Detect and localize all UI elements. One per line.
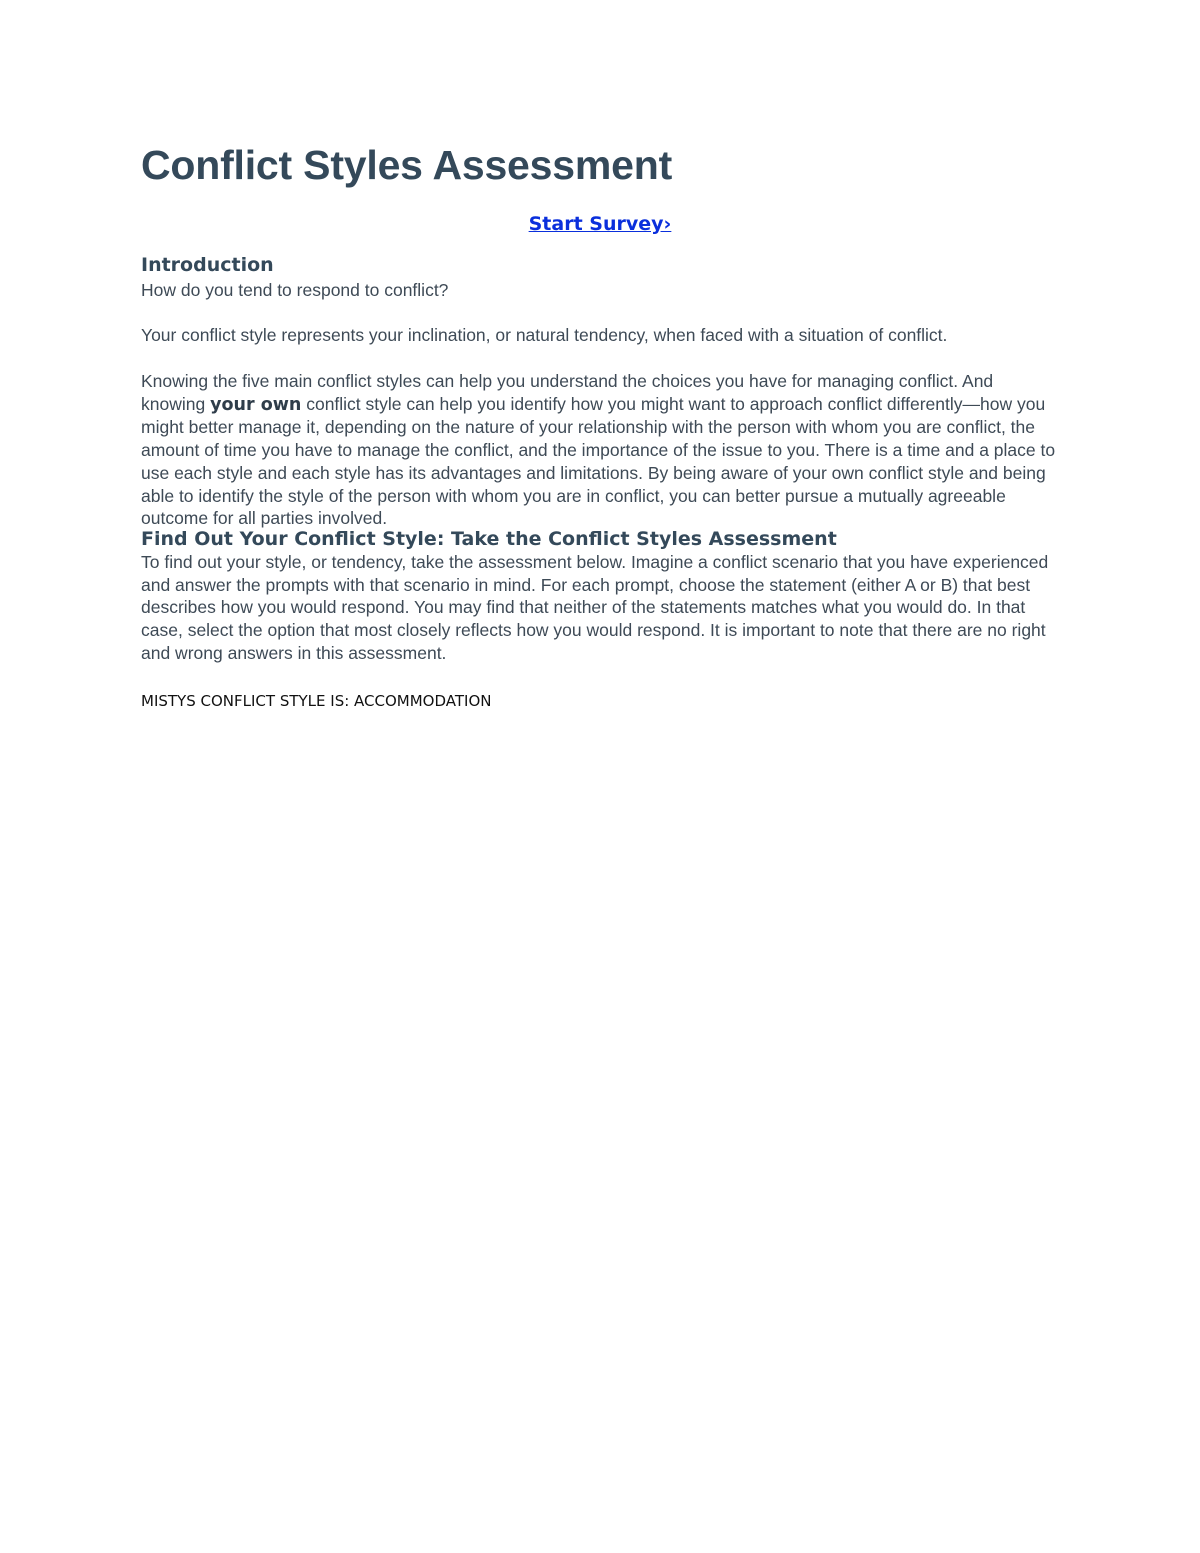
intro-question: How do you tend to respond to conflict? xyxy=(141,280,449,300)
introduction-heading: Introduction xyxy=(141,254,274,276)
page-title: Conflict Styles Assessment xyxy=(141,142,673,188)
knowing-styles-paragraph xyxy=(141,370,1061,530)
start-survey-container xyxy=(141,213,1059,235)
conflict-style-result: MISTYS CONFLICT STYLE IS: ACCOMMODATION xyxy=(141,692,492,710)
find-out-heading: Find Out Your Conflict Style: Take the Conflict Styles Assessment xyxy=(141,528,837,550)
assessment-instructions-paragraph: To find out your style, or tendency, take the assessment below. Imagine a conflict scenario that you have experienced and answer the prompts with that scenario in mind. For each prompt, choose the statement (either A or B) that best describes how you would respond. You may find that neither of the statements matches what you would do. In that case, select the option that most closely reflects how you would respond. It is important to note that there are no right and wrong answers in this assessment. xyxy=(141,552,1049,663)
your-own-emphasis: your own xyxy=(210,394,302,415)
conflict-style-paragraph: Your conflict style represents your inclination, or natural tendency, when faced with a situation of conflict. xyxy=(141,325,948,345)
knowing-text-end: conflict style can help you identify how you might want to approach conflict differently—how you might better manage it, depending on the nature of your relationship with the person with whom you are conflict, the amount of time you have to manage the conflict, and the importance of the issue to you. There is a time and a place to use each style and each style has its advantages and limitations. By being aware of your own conflict style and being able to identify the style of the person with whom you are in conflict, you can better pursue a mutually agreeable outcome for all parties involved. xyxy=(141,393,1056,529)
start-survey-link[interactable]: Start Survey› xyxy=(528,213,672,235)
knowing-text-start: Knowing the five main conflict styles can help you understand the choices you have for managing conflict. And knowing xyxy=(141,371,994,414)
